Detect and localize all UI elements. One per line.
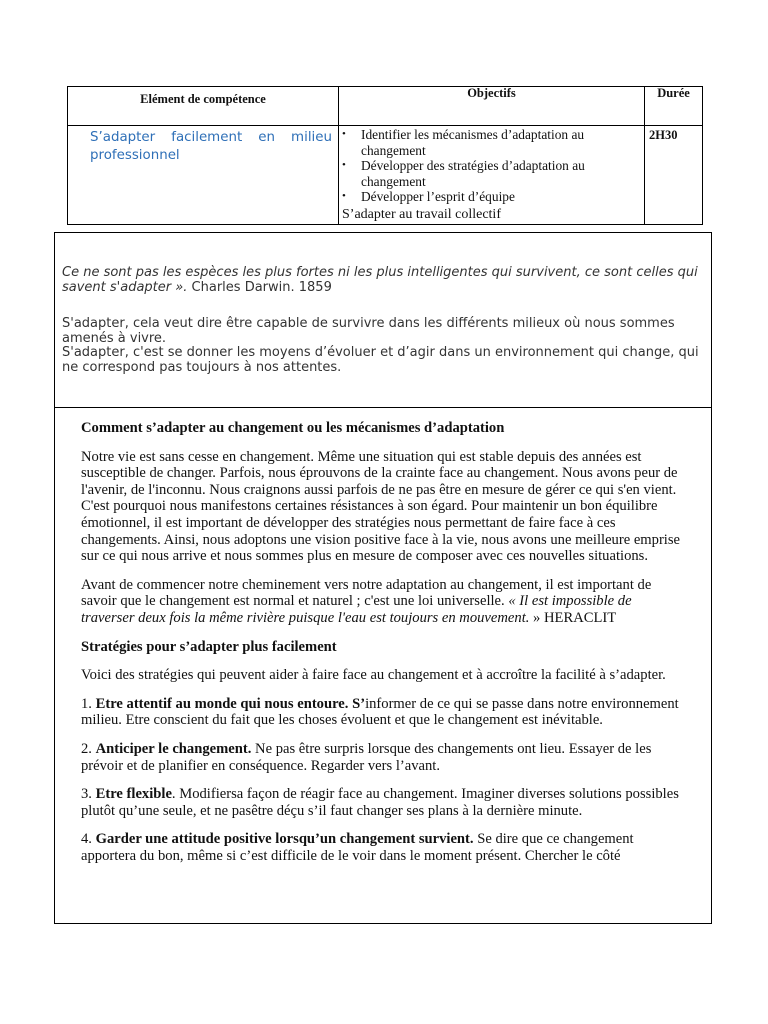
objectifs-list (342, 127, 644, 205)
competence-table (67, 86, 703, 225)
strategy-title: Etre flexible (95, 786, 172, 803)
heraclit-quote: « Il est impossible de traverser deux fois la même rivière puisque l'eau est toujours en mouvement. (81, 593, 632, 626)
strategy-text: Se dire que ce changement apportera du bon, même si c’est difficile de le voir dans le moment présent. Chercher le côté (81, 831, 634, 864)
objectif-extra: S’adapter au travail collectif (342, 206, 501, 222)
strategy-num: 4. (81, 831, 96, 848)
definition-2: S'adapter, c'est se donner les moyens d’évoluer et d’agir dans un environnement qui change, qui ne correspond pas toujours à nos attentes. (62, 345, 699, 375)
strategy-num: 2. (81, 740, 96, 757)
objectif-item: • Identifier les mécanismes d’adaptation au changement (342, 127, 644, 158)
quote-author: Charles Darwin. 1859 (187, 280, 332, 295)
objectif-item: • Développer l’esprit d’équipe (342, 189, 644, 205)
strategy-item (81, 696, 685, 729)
table-row (68, 126, 703, 225)
strategy-text: . Modifiersa façon de réagir face au changement. Imaginer diverses solutions possibles plutôt qu’une seule, et ne pasêtre déçu s’il faut changer ses plans à la dernière minute. (81, 786, 679, 819)
main-content (81, 420, 685, 876)
heraclit-author: » HERACLIT (529, 609, 617, 626)
para-2-start: Avant de commencer notre cheminement vers notre adaptation au changement, il est important de savoir que le changement est normal et naturel ; c'est une loi universelle. (81, 576, 652, 610)
main-content-box (54, 408, 712, 924)
cell-objectifs (339, 126, 645, 225)
strategy-text: informer de ce qui se passe dans notre environnement milieu. Etre conscient du fait que les choses évoluent et que le changement est inévitable. (81, 695, 679, 729)
strategy-title: Garder une attitude positive lorsqu’un changement survient. (95, 831, 474, 848)
header-element: Elément de compétence (68, 87, 339, 126)
header-objectifs: Objectifs (339, 87, 645, 126)
strategy-item (81, 786, 685, 819)
paragraph-heraclit (81, 577, 685, 627)
darwin-quote (62, 265, 703, 295)
strategy-item (81, 741, 685, 774)
header-duree: Durée (645, 87, 703, 126)
table-header-row (68, 87, 703, 126)
strategy-num: 1. (81, 695, 96, 712)
cell-element: S’adapter facilement en milieu professionnel (68, 126, 339, 225)
strategy-title: Anticiper le changement. (95, 740, 252, 757)
intro-box (54, 232, 712, 408)
strategy-text: Ne pas être surpris lorsque des changements ont lieu. Essayer de les prévoir et de planifier en conséquence. Regarder vers l’avant. (81, 740, 652, 774)
definition-1: S'adapter, cela veut dire être capable de survivre dans les différents milieux où nous sommes amenés à vivre. (62, 316, 675, 346)
heading-mechanisms: Comment s’adapter au changement ou les mécanismes d’adaptation (81, 420, 505, 436)
strategy-title: Etre attentif au monde qui nous entoure. S’ (95, 695, 366, 712)
strategy-item (81, 831, 685, 864)
quote-text: Ce ne sont pas les espèces les plus fortes ni les plus intelligentes qui survivent, ce sont celles qui savent s'adapter ». (62, 265, 698, 295)
paragraph-change: Notre vie est sans cesse en changement. Même une situation qui est stable depuis des années est susceptible de changer. Parfois, nous éprouvons de la crainte face au changement. Nous avons peur de l'avenir, de l'inconnu. Nous craignons aussi parfois de ne pas être en mesure de gérer ce qui s'en vient. C'est pourquoi nous manifestons certaines résistances à son égard. Pour maintenir un bon équilibre émotionnel, il est important de développer des stratégies nous permettant de faire face à ces changements. Ainsi, nous adoptons une vision positive face à la vie, nous avons une meilleure emprise sur ce qui nous arrive et nous sommes plus en mesure de composer avec ces nouvelles situations. (81, 448, 681, 565)
strategy-num: 3. (81, 786, 96, 803)
cell-duree: 2H30 (645, 126, 703, 225)
paragraph-strategies-intro: Voici des stratégies qui peuvent aider à faire face au changement et à accroître la facilité à s’adapter. (81, 667, 666, 684)
objectif-item: • Développer des stratégies d’adaptation au changement (342, 158, 644, 189)
heading-strategies: Stratégies pour s’adapter plus facilement (81, 638, 337, 655)
